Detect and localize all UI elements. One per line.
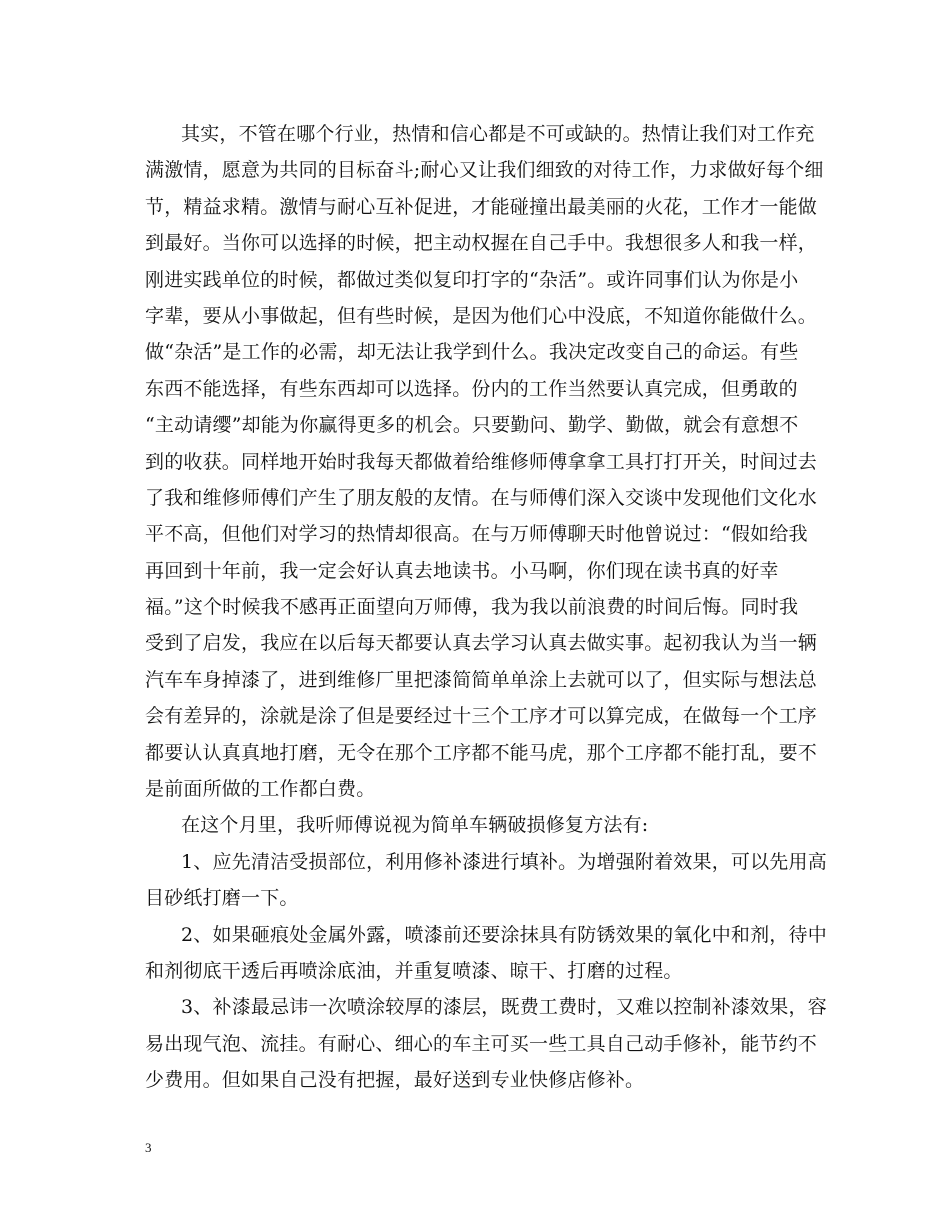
text-line: 刚进实践单位的时候，都做过类似复印打字的“杂活”。或许同事们认为你是小 [145,268,799,291]
text-line: 在这个月里，我听师傅说视为简单车辆破损修复方法有: [181,814,649,837]
text-line: 其实，不管在哪个行业，热情和信心都是不可或缺的。热情让我们对工作充 [181,123,815,145]
text-line: 了我和维修师傅们产生了朋友般的友情。在与师傅们深入交谈中发现他们文化水 [145,486,818,509]
text-line: 再回到十年前，我一定会好认真去地读书。小马啊，你们现在读书真的好幸 [145,559,779,582]
text-line: 东西不能选择，有些东西却可以选择。份内的工作当然要认真完成，但勇敢的 [145,377,798,400]
text-line: 3、补漆最忌讳一次喷涂较厚的漆层，既费工费时，又难以控制补漆效果，容 [181,996,827,1019]
text-line: “主动请缨”却能为你赢得更多的机会。只要勤问、勤学、勤做，就会有意想不 [145,414,799,437]
text-line: 做“杂活”是工作的必需，却无法让我学到什么。我决定改变自己的命运。有些 [145,341,799,364]
text-line: 节，精益求精。激情与耐心互补促进，才能碰撞出最美丽的火花，工作才一能做 [145,195,818,218]
text-line: 满激情，愿意为共同的目标奋斗;耐心又让我们细致的对待工作，力求做好每个细 [145,159,824,182]
text-line: 汽车车身掉漆了，进到维修厂里把漆简简单单涂上去就可以了，但实际与想法总 [145,668,818,691]
text-line: 到的收获。同样地开始时我每天都做着给维修师傅拿拿工具打打开关，时间过去 [145,450,818,473]
text-line: 平不高，但他们对学习的热情却很高。在与万师傅聊天时他曾说过：“假如给我 [145,523,808,546]
text-line: 少费用。但如果自己没有把握，最好送到专业快修店修补。 [145,1069,645,1092]
text-line: 目砂纸打磨一下。 [145,887,299,910]
text-line: 受到了启发，我应在以后每天都要认真去学习认真去做实事。起初我认为当一辆 [145,632,818,655]
text-line: 是前面所做的工作都白费。 [145,778,376,801]
text-line: 都要认认真真地打磨，无令在那个工序都不能马虎，那个工序都不能打乱，要不 [145,741,818,764]
text-line: 到最好。当你可以选择的时候，把主动权握在自己手中。我想很多人和我一样， [145,232,818,255]
text-line: 和剂彻底干透后再喷涂底油，并重复喷漆、晾干、打磨的过程。 [145,959,683,982]
page-number: 3 [145,1140,152,1155]
document-body [145,116,827,1099]
text-line: 易出现气泡、流挂。有耐心、细心的车主可买一些工具自己动手修补，能节约不 [145,1032,818,1055]
text-line: 福。”这个时候我不感再正面望向万师傅，我为我以前浪费的时间后悔。同时我 [145,596,799,619]
text-line: 字辈，要从小事做起，但有些时候，是因为他们心中没底，不知道你能做什么。 [145,304,818,327]
text-line: 会有差异的，涂就是涂了但是要经过十三个工序才可以算完成，在做每一个工序 [145,705,818,728]
text-line: 1、应先清洁受损部位，利用修补漆进行填补。为增强附着效果，可以先用高 [181,850,827,873]
text-line: 2、如果砸痕处金属外露，喷漆前还要涂抹具有防锈效果的氧化中和剂，待中 [181,923,827,946]
